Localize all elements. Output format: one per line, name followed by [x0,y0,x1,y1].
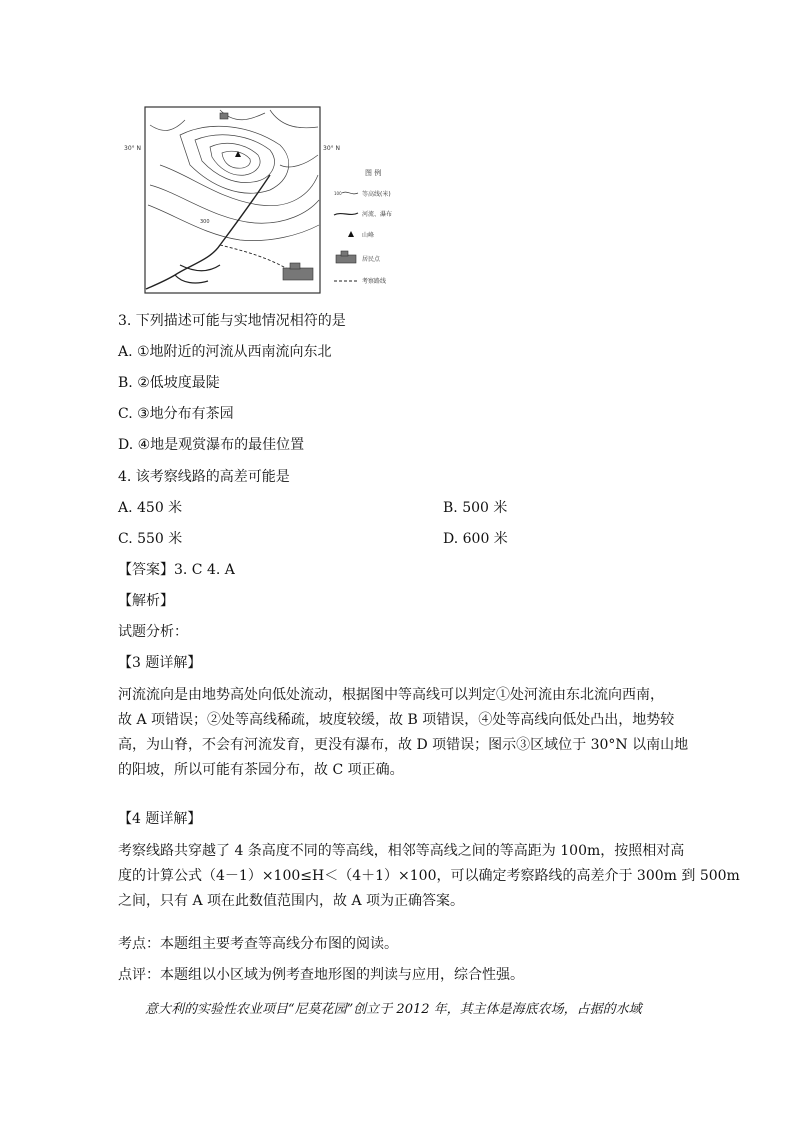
q4-detail-paragraph: 考察线路共穿越了 4 条高度不同的等高线，相邻等高线之间的等高距为 100m，按照相对高 度的计算公式（4－1）×100≤H＜（4＋1）×100，可以确定考察路线的高差介于 300m 到 500m 之间，只有 A 项在此数值范围内，故 A 项为正确答案。 [118,843,740,909]
question-4-option-a: A. 450 米 [118,500,183,516]
question-4-stem: 4. 该考察线路的高差可能是 [118,469,290,485]
question-3-option-a: A. ①地附近的河流从西南流向东北 [118,344,332,360]
legend-item-contour: 等高线(米) [362,191,391,198]
q3-detail-heading: 【3 题详解】 [118,655,202,671]
question-4-option-b: B. 500 米 [443,500,508,516]
settlement-icon [283,268,313,280]
river [146,175,270,289]
river-waterfall-icon [334,213,358,215]
legend-item-river: 河流、瀑布 [362,211,393,218]
lat-label-right: 30° N [323,145,341,152]
legend-title: 图 例 [365,169,382,177]
next-passage-line: 意大利的实验性农业项目“尼莫花园”创立于 2012 年，其主体是海底农场，占据的水域 [145,1002,642,1017]
svg-text:300: 300 [200,219,210,225]
contour-line-icon [342,192,358,194]
question-3-option-b: B. ②低坡度最陡 [118,375,220,391]
answer-line: 【答案】3. C 4. A [118,562,235,578]
analysis-heading: 【解析】 [118,593,174,609]
lat-label-left: 30° N [124,145,142,152]
legend-item-route: 考察路线 [362,278,387,285]
question-4-option-d: D. 600 米 [443,531,508,547]
legend-peak-icon [348,231,354,237]
svg-text:100: 100 [334,191,342,196]
map-legend [334,168,392,285]
legend-item-peak: 山峰 [362,232,375,239]
legend-item-settlement: 居民点 [362,256,381,263]
q3-detail-paragraph: 河流流向是由地势高处向低处流动，根据图中等高线可以判定①处河流由东北流向西南， 故 A 项错误；②处等高线稀疏，坡度较缓，故 B 项错误，④处等高线向低处凸出，地势较 高，为山脊，不会有河流发育，更没有瀑布，故 D 项错误；图示③区域位于 30°N 以南山地 的阳坡，所以可能有茶园分布，故 C 项正确。 [118,687,689,778]
question-3-stem: 3. 下列描述可能与实地情况相符的是 [118,313,346,329]
topographic-map [120,105,460,297]
q4-detail-heading: 【4 题详解】 [118,811,202,827]
contour-lines [148,110,319,241]
dianping-line: 点评：本题组以小区域为例考查地形图的判读与应用，综合性强。 [118,967,524,983]
question-4-option-c: C. 550 米 [118,531,183,547]
question-3-option-d: D. ④地是观赏瀑布的最佳位置 [118,437,305,453]
kaodian-line: 考点：本题组主要考查等高线分布图的阅读。 [118,936,398,952]
analysis-intro: 试题分析： [118,624,188,640]
question-3-option-c: C. ③地分布有茶园 [118,406,234,422]
